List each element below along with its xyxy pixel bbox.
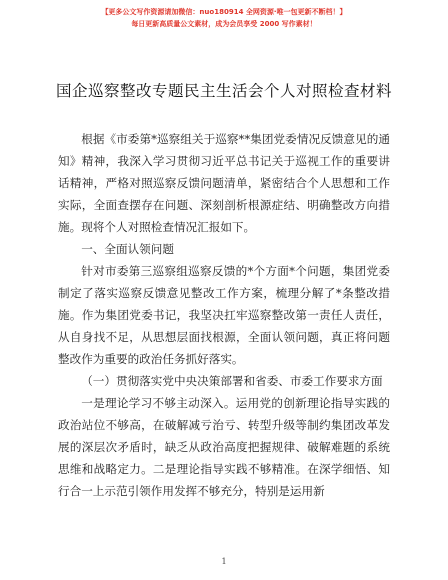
subsection-heading-1: （一）贯彻落实党中央决策部署和省委、市委工作要求方面 (81, 374, 383, 388)
intro-paragraph: 根据《市委第*巡察组关于巡察**集团党委情况反馈意见的通知》精神，我深入学习贯彻习近平总书记关于巡视工作的重要讲话精神，严格对照巡察反馈问题清单，紧密结合个人思想和工作实际，全面查摆存在问题、深刻剖析根源症结、明确整改方向措施。现将个人对照检查情况汇报如下。 (58, 132, 390, 234)
page-number: 1 (221, 557, 227, 566)
document-body (58, 128, 390, 502)
promo-banner-line-2: 每日更新高质量公文素材，成为会员享受 2000 写作素材！ (131, 20, 317, 28)
body-paragraph: 一是理论学习不够主动深入。运用党的创新理论指导实践的政治站位不够高，在破解减亏治亏、转型升级等制约集团改革发展的深层次矛盾时，缺乏从政治高度把握规律、破解难题的系统思维和战略定力。二是理论指导实践不够精准。在深学细悟、知行合一上示范引领作用发挥不够充分，特别是运用新 (58, 396, 390, 498)
document-title: 国企巡察整改专题民主生活会个人对照检查材料 (56, 82, 393, 100)
promo-banner-line-1: 【更多公文写作资源请加微信：nuo180914 全网资源·唯一包更新不断档！】 (101, 8, 347, 16)
body-paragraph: 针对市委第三巡察组巡察反馈的*个方面*个问题，集团党委制定了落实巡察反馈意见整改工作方案，梳理分解了*条整改措施。作为集团党委书记，我坚决扛牢巡察整改第一责任人责任，从自身找不足，从思想层面找根源，全面认领问题，真正将问题整改作为重要的政治任务抓好落实。 (58, 264, 390, 366)
promo-banner (0, 6, 448, 30)
section-heading-1: 一、全面认领问题 (81, 242, 174, 256)
